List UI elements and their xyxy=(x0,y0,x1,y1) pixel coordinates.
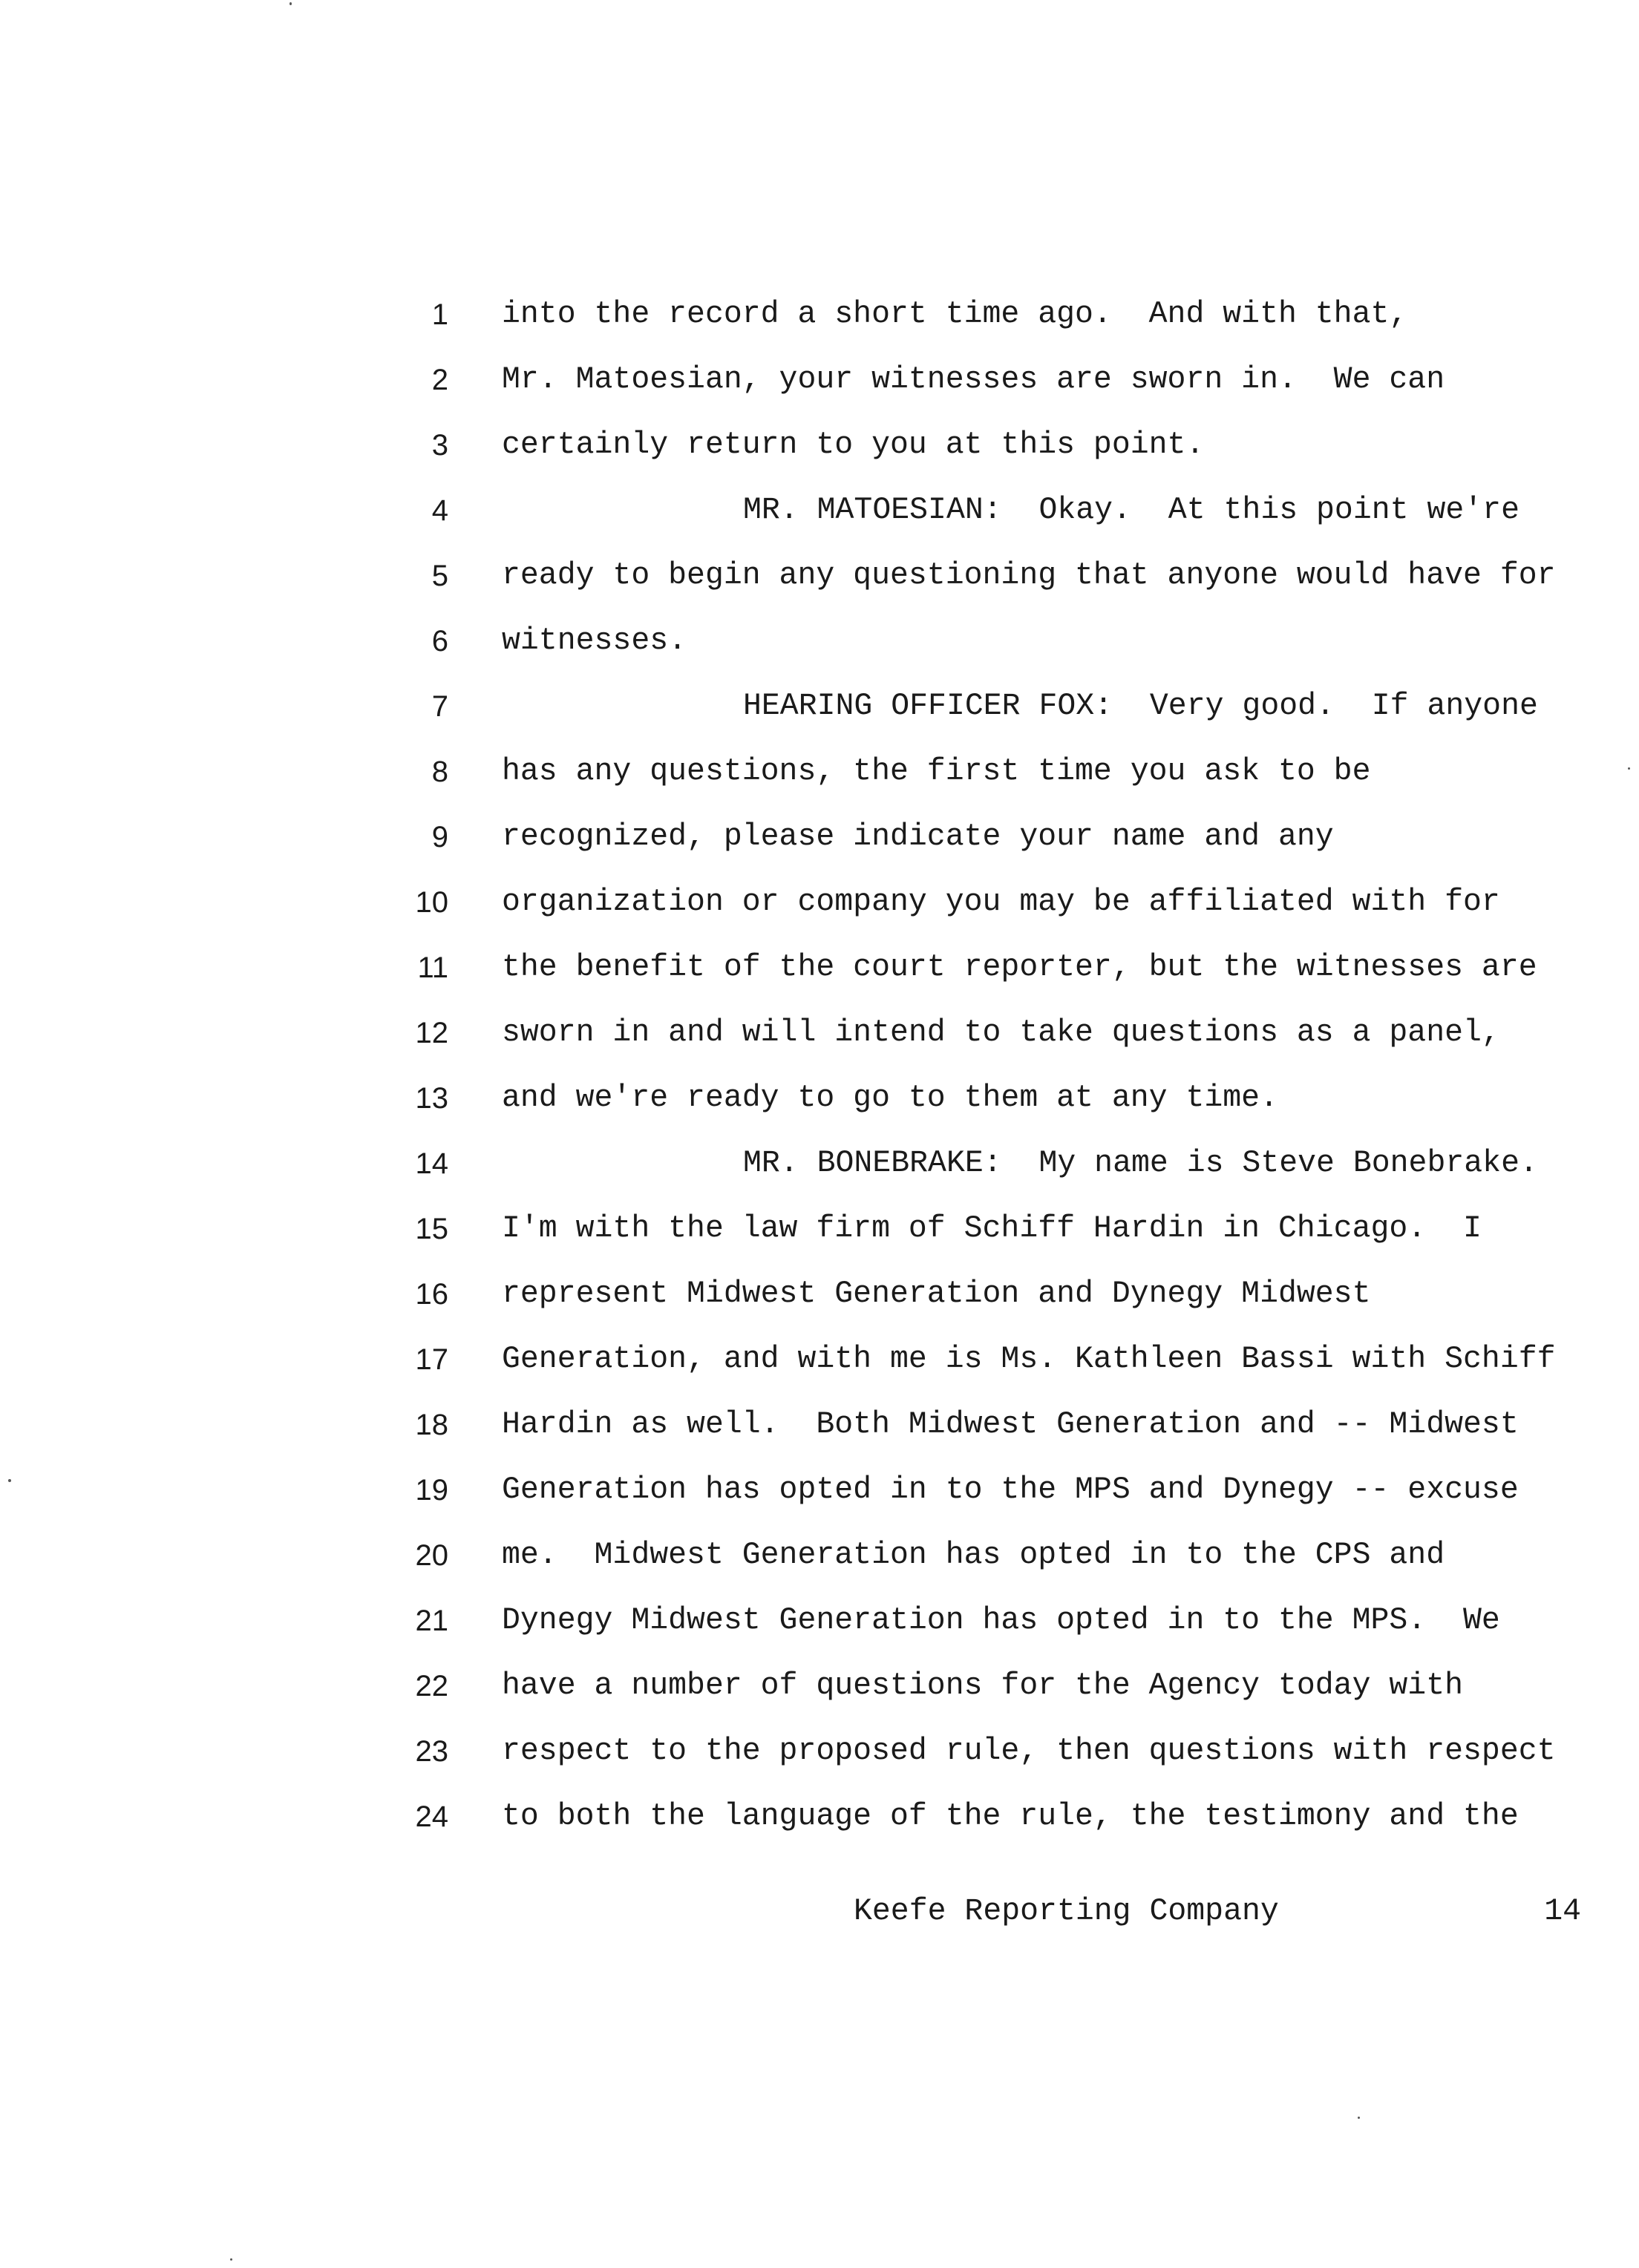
line-text: and we're ready to go to them at any time. xyxy=(502,1081,1278,1115)
line-number: 23 xyxy=(415,1735,448,1768)
transcript-line xyxy=(0,413,1639,478)
transcript-line xyxy=(0,935,1639,1000)
transcript-line xyxy=(0,1392,1639,1458)
line-text: to both the language of the rule, the testimony and the xyxy=(502,1799,1519,1834)
line-number: 3 xyxy=(431,429,448,462)
scan-speck xyxy=(1358,2117,1360,2119)
transcript-line xyxy=(0,347,1639,413)
transcript-line xyxy=(0,1066,1639,1131)
line-text: me. Midwest Generation has opted in to the CPS and xyxy=(502,1538,1445,1573)
transcript-line xyxy=(0,1654,1639,1719)
speaker-line-text: MR. BONEBRAKE: My name is Steve Bonebrake. xyxy=(743,1146,1538,1181)
line-number: 16 xyxy=(415,1278,448,1311)
transcript-line xyxy=(0,1458,1639,1523)
line-number: 12 xyxy=(415,1017,448,1049)
line-text: recognized, please indicate your name and any xyxy=(502,819,1334,854)
line-number: 20 xyxy=(415,1539,448,1572)
line-number: 15 xyxy=(415,1213,448,1245)
footer-company-name: Keefe Reporting Company xyxy=(854,1894,1279,1929)
line-number: 7 xyxy=(431,690,448,723)
line-text: sworn in and will intend to take questions as a panel, xyxy=(502,1015,1500,1050)
transcript-line xyxy=(0,1719,1639,1784)
line-text: Generation has opted in to the MPS and Dynegy -- excuse xyxy=(502,1472,1519,1507)
line-number: 14 xyxy=(415,1147,448,1180)
line-text: Dynegy Midwest Generation has opted in to the MPS. We xyxy=(502,1603,1500,1638)
line-text: Hardin as well. Both Midwest Generation and -- Midwest xyxy=(502,1407,1519,1442)
transcript-line xyxy=(0,1327,1639,1392)
transcript-line xyxy=(0,609,1639,674)
line-number: 1 xyxy=(431,298,448,331)
transcript-line xyxy=(0,543,1639,609)
scan-speck xyxy=(1628,767,1630,770)
line-number: 21 xyxy=(415,1605,448,1637)
transcript-line xyxy=(0,1000,1639,1066)
scan-speck xyxy=(230,2258,232,2261)
line-number: 2 xyxy=(431,364,448,396)
transcript-line xyxy=(0,1196,1639,1262)
scan-speck xyxy=(289,2,292,5)
line-text: Generation, and with me is Ms. Kathleen Bassi with Schiff xyxy=(502,1342,1556,1377)
transcript-line xyxy=(0,739,1639,804)
line-text: I'm with the law firm of Schiff Hardin in Chicago. I xyxy=(502,1211,1482,1246)
line-text: the benefit of the court reporter, but the witnesses are xyxy=(502,950,1537,985)
line-number: 17 xyxy=(415,1343,448,1376)
line-text: organization or company you may be affiliated with for xyxy=(502,885,1500,920)
transcript-line xyxy=(0,870,1639,935)
scan-speck xyxy=(8,1479,11,1482)
transcript-line xyxy=(0,1131,1639,1196)
transcript-line xyxy=(0,1784,1639,1849)
transcript-line xyxy=(0,1523,1639,1588)
line-number: 19 xyxy=(415,1474,448,1507)
speaker-line-text: HEARING OFFICER FOX: Very good. If anyone xyxy=(743,689,1538,724)
line-text: Mr. Matoesian, your witnesses are sworn in. We can xyxy=(502,362,1445,397)
line-text: ready to begin any questioning that anyone would have for xyxy=(502,558,1556,593)
transcript-line xyxy=(0,1588,1639,1654)
line-number: 5 xyxy=(431,560,448,592)
line-number: 6 xyxy=(431,625,448,658)
line-number: 11 xyxy=(417,951,448,984)
transcript-line xyxy=(0,478,1639,543)
line-number: 22 xyxy=(415,1670,448,1702)
line-text: have a number of questions for the Agency today with xyxy=(502,1668,1464,1703)
line-number: 10 xyxy=(415,886,448,919)
line-text: witnesses. xyxy=(502,623,687,658)
line-text: has any questions, the first time you ask to be xyxy=(502,754,1371,789)
line-text: certainly return to you at this point. xyxy=(502,427,1205,462)
speaker-line-text: MR. MATOESIAN: Okay. At this point we're xyxy=(743,493,1519,528)
transcript-line xyxy=(0,674,1639,739)
transcript-line xyxy=(0,804,1639,870)
transcript-line xyxy=(0,1262,1639,1327)
line-text: into the record a short time ago. And with that, xyxy=(502,297,1408,332)
line-text: represent Midwest Generation and Dynegy Midwest xyxy=(502,1276,1371,1311)
line-number: 24 xyxy=(415,1800,448,1833)
line-text: respect to the proposed rule, then questions with respect xyxy=(502,1734,1556,1769)
line-number: 9 xyxy=(431,821,448,853)
line-number: 8 xyxy=(431,756,448,788)
line-number: 18 xyxy=(415,1409,448,1441)
line-number: 13 xyxy=(415,1082,448,1115)
transcript-line xyxy=(0,282,1639,347)
line-number: 4 xyxy=(431,494,448,527)
page-number: 14 xyxy=(1544,1894,1581,1929)
